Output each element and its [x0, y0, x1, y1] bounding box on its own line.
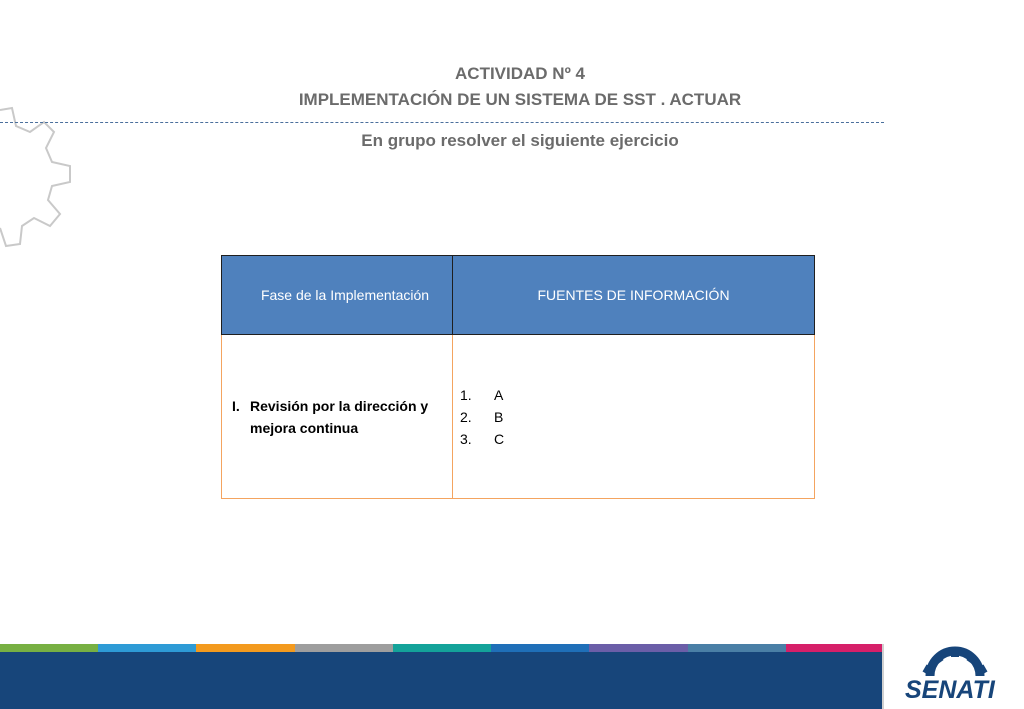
stripe-segment [589, 644, 687, 652]
stripe-segment [786, 644, 884, 652]
table-row [222, 335, 815, 499]
footer-divider [882, 644, 884, 709]
stripe-segment [196, 644, 294, 652]
list-item-text: B [494, 408, 504, 425]
sources-list [454, 384, 813, 450]
stripe-segment [98, 644, 196, 652]
stripe-segment [295, 644, 393, 652]
list-item-number: 3. [460, 430, 472, 447]
list-item-number: 1. [460, 386, 472, 403]
color-stripe [0, 644, 884, 652]
sources-table [221, 255, 815, 499]
footer-bar [0, 652, 884, 709]
sources-cell [453, 335, 815, 499]
slide-title: ACTIVIDAD Nº 4 [455, 64, 585, 83]
list-item-text: C [494, 430, 505, 447]
list-item-text: A [494, 386, 504, 403]
stripe-segment [393, 644, 491, 652]
phase-text: Revisión por la dirección y mejora continua [250, 397, 429, 436]
list-item [460, 428, 813, 450]
table-header-row [222, 256, 815, 335]
header-sources: FUENTES DE INFORMACIÓN [453, 256, 815, 335]
stripe-segment [0, 644, 98, 652]
list-item [460, 406, 813, 428]
phase-number: I. [232, 397, 240, 414]
stripe-segment [688, 644, 786, 652]
stripe-segment [491, 644, 589, 652]
header-phase: Fase de la Implementación [222, 256, 453, 335]
slide-subtitle: En grupo resolver el siguiente ejercicio [361, 131, 679, 150]
phase-cell [222, 335, 453, 499]
list-item-number: 2. [460, 408, 472, 425]
slide-title-secondary: IMPLEMENTACIÓN DE UN SISTEMA DE SST . ACTUAR [298, 90, 742, 109]
logo-text: SENATI [905, 676, 995, 704]
list-item [460, 384, 813, 406]
dashed-divider [0, 122, 884, 123]
